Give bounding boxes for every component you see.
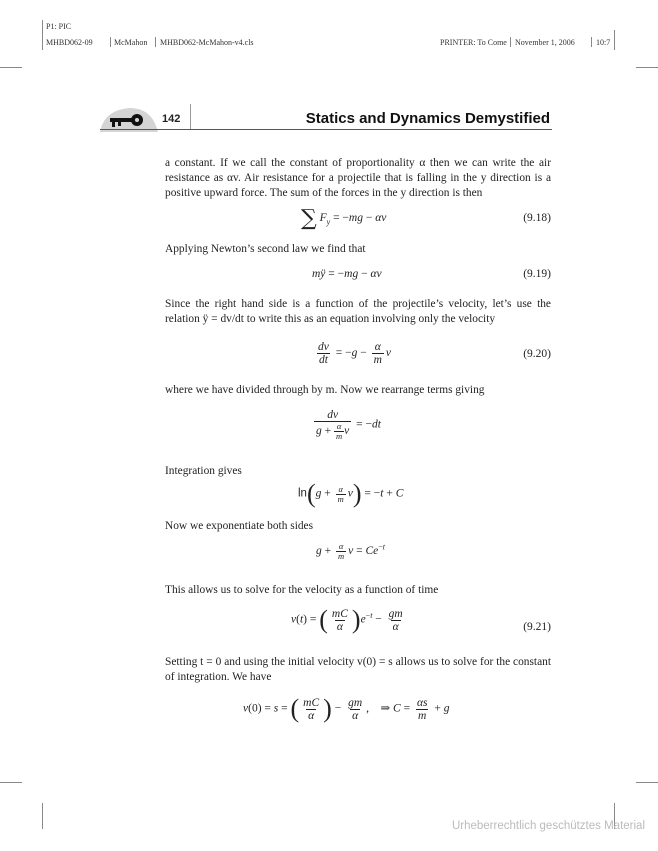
crop-mark (42, 803, 43, 829)
equation-9-18: ∑ $F_y = -mg - \alpha v$ (301, 206, 387, 231)
crop-mark (614, 30, 615, 50)
crop-mark (0, 67, 22, 68)
paragraph-7: This allows us to solve for the velocity as a function of time (165, 584, 439, 596)
header-separator (155, 37, 156, 47)
crop-mark (636, 67, 658, 68)
paragraph-3: Since the right hand side is a function of the projectile’s velocity, let’s use the relation ÿ = dv/dt to write this as an equation involving only the velocity (165, 298, 551, 326)
equation-9-21: v(t) = ( $\frac{mC}{\alpha}$ )$e^{-t}$ − $\frac{gm}{\alpha}$ (291, 605, 403, 634)
paragraph-8: Setting t = 0 and using the initial velocity v(0) = s allows us to solve for the constant of integration. We have (165, 656, 551, 684)
running-head-rule (100, 129, 552, 130)
equation-integration: ln(g + $\frac{\alpha}{m}$ v) = −t + C (298, 479, 404, 508)
equation-number-9-19: (9.19) (523, 268, 551, 280)
print-header-file: MHBD062-McMahon-v4.cls (160, 38, 254, 47)
print-header-code: MHBD062-09 (46, 38, 93, 47)
equation-initial-condition: v(0) = s = ( $\frac{mC}{\alpha}$ ) − $\frac{gm}{\alpha}$ , ⇒ C = $\frac{\alpha s}{m}$ + g (243, 694, 450, 723)
equation-9-20: $\frac{dv}{dt}$ = −g − $\frac{\alpha}{m}$ v (318, 341, 392, 366)
print-header-time: 10:7 (596, 38, 611, 47)
equation-number-9-20: (9.20) (523, 348, 551, 360)
equation-rearranged: dv g + $\frac{\alpha}{m}$ v = −dt (316, 409, 381, 441)
print-header-author: McMahon (114, 38, 148, 47)
crop-mark (0, 782, 22, 783)
equation-exponentiated: g + $\frac{\alpha}{m}$ $v = Ce^{-t}$ (316, 541, 386, 561)
equation-number-9-21: (9.21) (523, 621, 551, 633)
watermark: Urheberrechtlich geschütztes Material (451, 820, 645, 832)
header-separator (591, 37, 592, 47)
paragraph-1: a constant. If we call the constant of proportionality α then we can write the air resistance as αv. Air resistance for a projectile that is falling in the y direction is a positive upward force. The sum of the forces in the y direction is then (165, 157, 551, 200)
running-head-title: Statics and Dynamics Demystified (305, 110, 550, 127)
running-head-divider (190, 104, 191, 130)
crop-mark (42, 20, 43, 50)
key-icon (100, 104, 158, 132)
equation-number-9-18: (9.18) (523, 212, 551, 224)
paragraph-4: where we have divided through by m. Now we rearrange terms giving (165, 384, 485, 396)
print-header-line1: P1: PIC (46, 22, 72, 31)
equation-9-19: mÿ = −mg − αv (312, 268, 382, 280)
header-separator (110, 37, 111, 47)
header-separator (510, 37, 511, 47)
crop-mark (636, 782, 658, 783)
paragraph-6: Now we exponentiate both sides (165, 520, 314, 532)
page-number: 142 (162, 113, 181, 125)
print-header-printer: PRINTER: To Come (440, 38, 507, 47)
paragraph-2: Applying Newton’s second law we find that (165, 243, 366, 255)
paragraph-5: Integration gives (165, 465, 242, 477)
print-header-date: November 1, 2006 (515, 38, 575, 47)
